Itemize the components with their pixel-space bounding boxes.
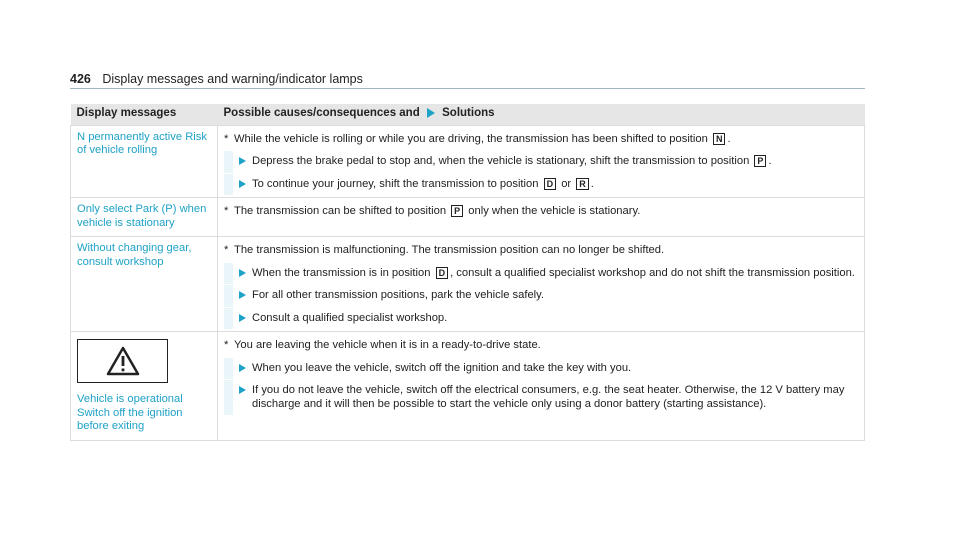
message-line: before exiting — [77, 420, 145, 432]
arrow-icon — [427, 108, 435, 118]
star-icon: * — [224, 132, 229, 145]
star-icon: * — [224, 205, 229, 217]
message-line: Switch off the ignition — [77, 406, 183, 419]
arrow-icon — [239, 386, 246, 394]
table-row — [71, 125, 865, 198]
cause-text: The transmission is malfunctioning. The transmission position can no longer be shifted. — [234, 244, 665, 256]
solution-step: If you do not leave the vehicle, switch off the electrical consumers, e.g. the seat heater. Otherwise, the 12 V battery may discharge and it will then be possible to start the vehicle only using a donor battery (starting assistance). — [224, 384, 858, 411]
message-cell — [71, 332, 218, 441]
table-row — [71, 198, 865, 237]
causes-cell — [218, 332, 865, 441]
arrow-icon — [239, 157, 246, 165]
col-header-causes: Possible causes/consequences and Solutions — [218, 104, 865, 125]
warning-triangle-icon — [77, 339, 168, 383]
causes-cell — [218, 198, 865, 237]
gear-r-icon: R — [576, 178, 589, 190]
arrow-icon — [239, 364, 246, 372]
gear-p-icon: P — [451, 205, 463, 217]
col-header-messages: Display messages — [71, 104, 218, 125]
star-icon: * — [224, 339, 229, 351]
message-text: Only select Park (P) when vehicle is stationary — [71, 198, 218, 237]
gear-d-icon: D — [436, 267, 449, 279]
page-header — [70, 72, 363, 86]
solution-step: When the transmission is in position D , consult a qualified specialist workshop and do not shift the transmission position. — [224, 267, 858, 281]
arrow-icon — [239, 291, 246, 299]
table-header-row — [71, 104, 865, 125]
page-number: 426 — [70, 72, 91, 86]
messages-table — [70, 104, 865, 441]
message-line: Vehicle is operational — [77, 393, 183, 405]
solution-step: Depress the brake pedal to stop and, when the vehicle is stationary, shift the transmission to position P . — [224, 155, 858, 169]
arrow-icon — [239, 269, 246, 277]
star-icon: * — [224, 244, 229, 256]
header-divider — [70, 88, 865, 89]
gear-d-icon: D — [544, 178, 557, 190]
cause-text: The transmission can be shifted to position P only when the vehicle is stationary. — [234, 205, 641, 217]
arrow-icon — [239, 314, 246, 322]
causes-cell — [218, 125, 865, 198]
message-text: N permanently active Risk of vehicle rolling — [71, 125, 218, 198]
arrow-icon — [239, 180, 246, 188]
cause-text: While the vehicle is rolling or while you are driving, the transmission has been shifted to position N . — [234, 132, 731, 145]
solution-step: When you leave the vehicle, switch off the ignition and take the key with you. — [224, 362, 858, 376]
message-text: Without changing gear, consult workshop — [71, 237, 218, 332]
causes-cell — [218, 237, 865, 332]
solution-step: For all other transmission positions, park the vehicle safely. — [224, 289, 858, 303]
page-title: Display messages and warning/indicator lamps — [102, 72, 363, 86]
gear-n-icon: N — [713, 133, 726, 145]
table-row — [71, 237, 865, 332]
solution-step: Consult a qualified specialist workshop. — [224, 312, 858, 326]
cause-text: You are leaving the vehicle when it is in a ready-to-drive state. — [234, 339, 541, 351]
solution-step: To continue your journey, shift the transmission to position D or R . — [224, 178, 858, 192]
table-row — [71, 332, 865, 441]
gear-p-icon: P — [754, 155, 766, 167]
